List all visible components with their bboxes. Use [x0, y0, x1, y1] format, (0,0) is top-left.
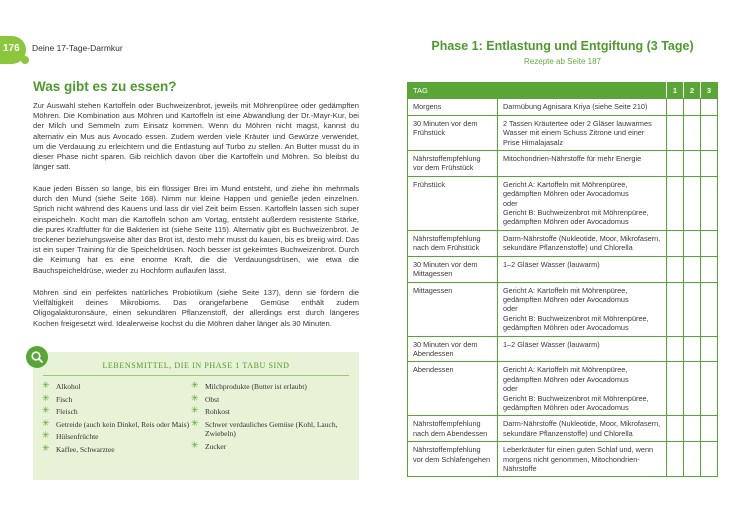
- row-content-cell: 1–2 Gläser Wasser (lauwarm): [498, 336, 667, 362]
- star-bullet-icon: ✳: [42, 393, 50, 404]
- box-divider: [43, 375, 349, 376]
- star-bullet-icon: ✳: [42, 443, 50, 454]
- phase-title: Phase 1: Entlastung und Entgiftung (3 Tage): [431, 39, 694, 53]
- day-3-checkbox[interactable]: [701, 115, 718, 150]
- table-row: [408, 256, 718, 282]
- taboo-item-label: Obst: [205, 394, 220, 404]
- day-1-checkbox[interactable]: [667, 416, 684, 442]
- row-content-cell: Darm-Nährstoffe (Nukleotide, Moor, Mikrofasern, sekundäre Pflanzenstoffe) und Chlorella: [498, 230, 667, 256]
- row-time-cell: Nährstoffempfehlung nach dem Frühstück: [408, 230, 498, 256]
- taboo-item: [191, 395, 351, 404]
- page-number: 176: [3, 43, 20, 54]
- star-bullet-icon: ✳: [191, 406, 199, 417]
- row-time-cell: Morgens: [408, 99, 498, 115]
- day-2-checkbox[interactable]: [684, 362, 701, 416]
- day-3-checkbox[interactable]: [701, 176, 718, 230]
- taboo-item-label: Hülsenfrüchte: [56, 432, 99, 442]
- table-row: [408, 115, 718, 150]
- taboo-item-label: Alkohol: [56, 382, 81, 391]
- day-3-checkbox[interactable]: [701, 99, 718, 115]
- table-row: [408, 336, 718, 362]
- table-header-row: [408, 83, 718, 99]
- taboo-item-label: Kaffee, Schwarztee: [56, 444, 115, 454]
- row-content-cell: 2 Tassen Kräutertee oder 2 Gläser lauwarmes Wasser mit einem Schuss Zitrone und einer Prise Himalajasalz: [498, 115, 667, 150]
- day-2-checkbox[interactable]: [684, 416, 701, 442]
- day-2-checkbox[interactable]: [684, 151, 701, 177]
- row-time-cell: Nährstoffempfehlung nach dem Abendessen: [408, 416, 498, 442]
- day-1-checkbox[interactable]: [667, 99, 684, 115]
- running-head: Deine 17-Tage-Darmkur: [32, 43, 123, 53]
- day-2-checkbox[interactable]: [684, 256, 701, 282]
- table-row: [408, 416, 718, 442]
- paragraph-2: Kaue jeden Bissen so lange, bis ein flüssiger Brei im Mund entsteht, und ziehe ihn mehrmals durch den Mund (siehe Seite 168). Nimm nur kleine Happen und genieße jeden einzelnen. Sprich nicht während des Kauens und lass dir viel Zeit beim Essen. Kartoffeln lassen sich super einspeicheln. Kocht man die Kartoffeln schon am Vortag, entsteht außerdem resistente Stärke, die pures Kraftfutter für die Bakterien ist (siehe Seite 115). Alternativ gibt es Buchweizenbrot. Je trockener beziehungsweise älter das Brot ist, desto mehr musst du kauen, bis es breiig wird. Das ist ein super Training für die Speicheldrüsen. Noch besser ist gekeimtes Buchweizenbrot. Durch die Keimung hat es eine enorme Kraft, die die Verdauungsdrüsen, wie etwa die Bauchspeicheldrüse, wieder zu Hochform auflaufen lässt.: [33, 184, 359, 275]
- row-content-cell: 1–2 Gläser Wasser (lauwarm): [498, 256, 667, 282]
- star-bullet-icon: ✳: [42, 418, 50, 429]
- box-title: LEBENSMITTEL, DIE IN PHASE 1 TABU SIND: [102, 361, 290, 370]
- row-content-cell: Gericht A: Kartoffeln mit Möhrenpüree, gedämpften Möhren oder Avocadomus oder Gericht B: Buchweizenbrot mit Möhrenpüree, gedämpften Möhren oder Avocadomus: [498, 362, 667, 416]
- recipe-reference: Rezepte ab Seite 187: [524, 57, 601, 66]
- paragraph-1: Zur Auswahl stehen Kartoffeln oder Buchweizenbrot, jeweils mit Möhrenpüree oder gedämpften Möhren. Die Kombination aus Möhren und Kartoffeln ist eine Abwandlung der Dr.-Mayr-Kur, bei der Milch und Semmeln zum Einsatz kommen. Wenn du Möhren nicht magst, kannst du alternativ ein Mus aus Avocado essen. Zudem werden viele Kräuter und Gewürze verwendet, um die Verdauung zu erleichtern und die Entlastung auf Turbo zu stellen. An Butter musst du in dieser Phase nicht sparen. Gib reichlich davon über die Kartoffeln und Möhren. So bleibst du länger satt.: [33, 101, 359, 172]
- day-1-checkbox[interactable]: [667, 151, 684, 177]
- taboo-item: [42, 395, 192, 404]
- taboo-item: [42, 407, 192, 416]
- taboo-item: [191, 442, 351, 451]
- taboo-item: [42, 382, 192, 391]
- day-plan-table: [407, 82, 718, 477]
- row-time-cell: Mittagessen: [408, 282, 498, 336]
- taboo-item: [191, 382, 351, 391]
- taboo-item-label: Getreide (auch kein Dinkel, Reis oder Mais): [56, 419, 190, 429]
- row-content-cell: Mitochondrien-Nährstoffe für mehr Energie: [498, 151, 667, 177]
- taboo-item-label: Fisch: [56, 394, 73, 404]
- taboo-item-label: Schwer verdauliches Gemüse (Kohl, Lauch, Zwiebeln): [205, 419, 338, 438]
- day-3-checkbox[interactable]: [701, 442, 718, 477]
- day-1-checkbox[interactable]: [667, 442, 684, 477]
- day-2-checkbox[interactable]: [684, 336, 701, 362]
- day-2-checkbox[interactable]: [684, 442, 701, 477]
- star-bullet-icon: ✳: [191, 393, 199, 404]
- row-time-cell: 30 Minuten vor dem Abendessen: [408, 336, 498, 362]
- day-3-checkbox[interactable]: [701, 362, 718, 416]
- row-time-cell: 30 Minuten vor dem Frühstück: [408, 115, 498, 150]
- row-time-cell: Nährstoffempfehlung vor dem Schlafengehen: [408, 442, 498, 477]
- day-1-checkbox[interactable]: [667, 115, 684, 150]
- day-3-checkbox[interactable]: [701, 256, 718, 282]
- header-tag: TAG: [408, 83, 667, 99]
- day-1-checkbox[interactable]: [667, 176, 684, 230]
- paragraph-3: Möhren sind ein perfektes natürliches Probiotikum (siehe Seite 137), denn sie fördern die Vielfältigkeit deines Mikrobioms. Das orangefarbene Gemüse enthält zudem Oligogalakturonsäure, einen sekundären Pflanzenstoff, der allerdings erst durch längeres Kochen freigesetzt wird. Idealerweise kochst du die Möhren daher länger als 30 Minuten.: [33, 288, 359, 328]
- table-row: [408, 442, 718, 477]
- day-2-checkbox[interactable]: [684, 115, 701, 150]
- table-row: [408, 230, 718, 256]
- taboo-list-right: [191, 382, 351, 454]
- section-title: Was gibt es zu essen?: [33, 79, 177, 94]
- day-1-checkbox[interactable]: [667, 256, 684, 282]
- day-3-checkbox[interactable]: [701, 336, 718, 362]
- taboo-item-label: Rohkost: [205, 407, 231, 417]
- star-bullet-icon: ✳: [191, 381, 199, 391]
- day-3-checkbox[interactable]: [701, 151, 718, 177]
- row-time-cell: Frühstück: [408, 176, 498, 230]
- table-row: [408, 99, 718, 115]
- row-content-cell: Darmübung Agnisara Kriya (siehe Seite 210): [498, 99, 667, 115]
- row-content-cell: Darm-Nährstoffe (Nukleotide, Moor, Mikrofasern, sekundäre Pflanzenstoffe) und Chlorella: [498, 416, 667, 442]
- taboo-list-left: [42, 382, 192, 458]
- taboo-item: [191, 420, 351, 438]
- taboo-item: [42, 445, 192, 454]
- star-bullet-icon: ✳: [42, 381, 50, 391]
- day-2-checkbox[interactable]: [684, 282, 701, 336]
- taboo-item: [191, 407, 351, 416]
- taboo-item-label: Zucker: [205, 441, 227, 451]
- star-bullet-icon: ✳: [191, 440, 199, 451]
- taboo-foods-box: [33, 352, 359, 480]
- right-page: [375, 0, 750, 529]
- star-bullet-icon: ✳: [191, 418, 199, 429]
- day-2-checkbox[interactable]: [684, 99, 701, 115]
- day-3-checkbox[interactable]: [701, 282, 718, 336]
- table-row: [408, 362, 718, 416]
- header-day-3: 3: [701, 83, 718, 99]
- day-1-checkbox[interactable]: [667, 336, 684, 362]
- taboo-item-label: Milchprodukte (Butter ist erlaubt): [205, 382, 307, 391]
- row-content-cell: Leberkräuter für einen guten Schlaf und, wenn morgens nicht genommen, Mitochondrien-Nährstoffe: [498, 442, 667, 477]
- table-row: [408, 176, 718, 230]
- day-1-checkbox[interactable]: [667, 362, 684, 416]
- day-3-checkbox[interactable]: [701, 416, 718, 442]
- taboo-item: [42, 420, 192, 429]
- taboo-item: [42, 432, 192, 441]
- star-bullet-icon: ✳: [42, 431, 50, 442]
- star-bullet-icon: ✳: [42, 406, 50, 417]
- row-time-cell: Abendessen: [408, 362, 498, 416]
- row-content-cell: Gericht A: Kartoffeln mit Möhrenpüree, gedämpften Möhren oder Avocadomus oder Gericht B: Buchweizenbrot mit Möhrenpüree, gedämpften Möhren oder Avocadomus: [498, 176, 667, 230]
- day-1-checkbox[interactable]: [667, 230, 684, 256]
- header-day-1: 1: [667, 83, 684, 99]
- header-day-2: 2: [684, 83, 701, 99]
- day-2-checkbox[interactable]: [684, 176, 701, 230]
- row-time-cell: Nährstoffempfehlung vor dem Frühstück: [408, 151, 498, 177]
- day-2-checkbox[interactable]: [684, 230, 701, 256]
- taboo-item-label: Fleisch: [56, 407, 78, 417]
- table-body: [408, 99, 718, 477]
- row-content-cell: Gericht A: Kartoffeln mit Möhrenpüree, gedämpften Möhren oder Avocadomus oder Gericht B: Buchweizenbrot mit Möhrenpüree, gedämpften Möhren oder Avocadomus: [498, 282, 667, 336]
- row-time-cell: 30 Minuten vor dem Mittagessen: [408, 256, 498, 282]
- day-1-checkbox[interactable]: [667, 282, 684, 336]
- table-row: [408, 151, 718, 177]
- day-3-checkbox[interactable]: [701, 230, 718, 256]
- table-row: [408, 282, 718, 336]
